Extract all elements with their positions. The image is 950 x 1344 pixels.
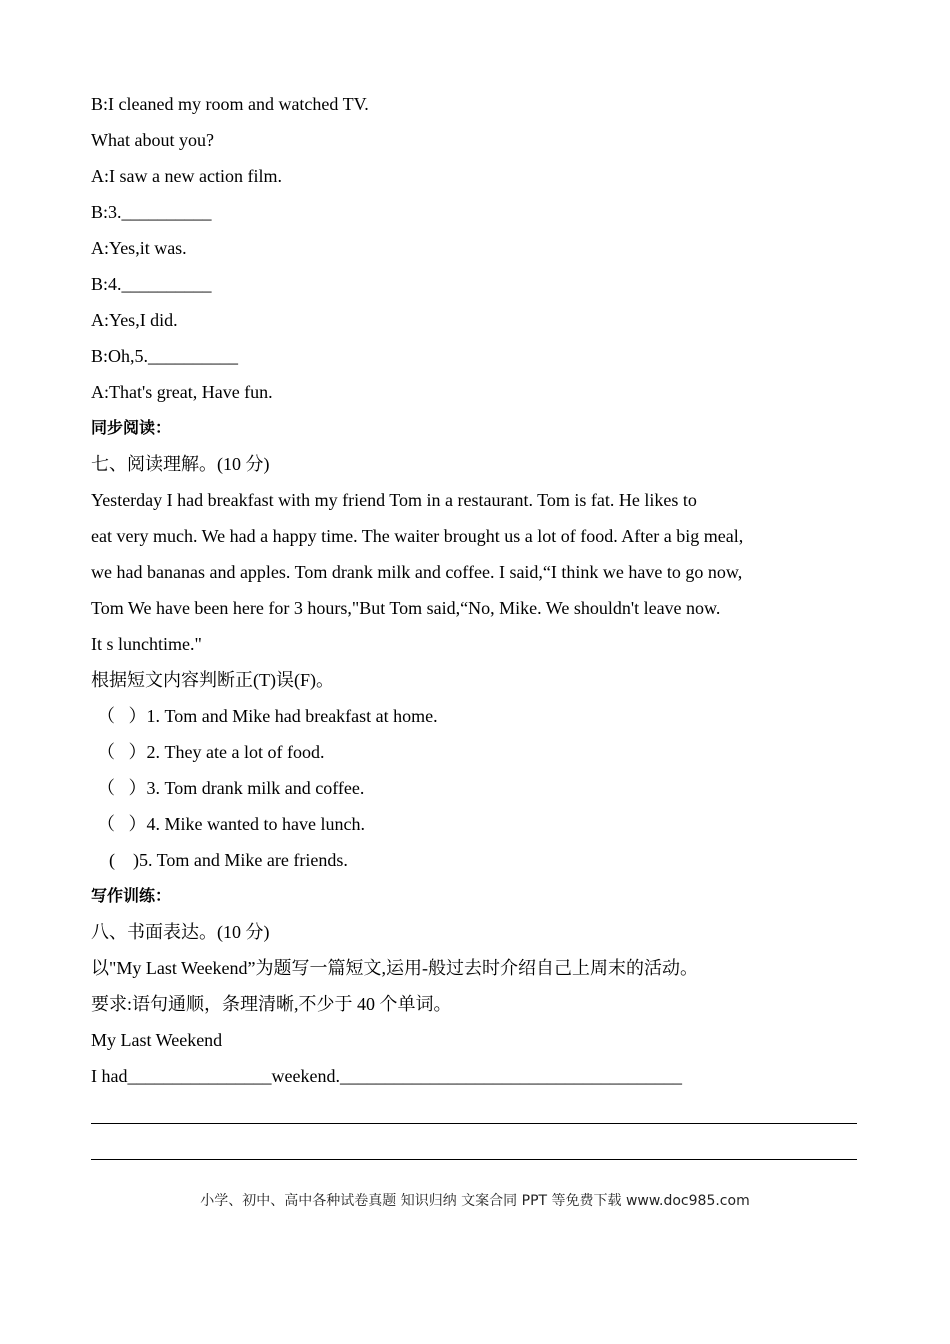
writing-requirement: 要求:语句通顺，条理清晰,不少于 40 个单词。 xyxy=(91,994,452,1014)
reading-instruction: 根据短文内容判断正(T)误(F)。 xyxy=(91,670,334,690)
document-body xyxy=(91,86,861,1166)
writing-title: 八、书面表达。(10 分) xyxy=(91,922,270,942)
dialogue-line: A:Yes,I did. xyxy=(91,310,178,330)
passage-line: It s lunchtime." xyxy=(91,634,202,654)
passage-line: we had bananas and apples. Tom drank milk and coffee. I said,“I think we have to go now, xyxy=(91,562,743,582)
writing-section-heading: 写作训练： xyxy=(91,886,172,905)
page-footer: 小学、初中、高中各种试卷真题 知识归纳 文案合同 PPT 等免费下载 www.doc985.com xyxy=(200,1193,750,1209)
dialogue-line: A:Yes,it was. xyxy=(91,238,187,258)
dialogue-line: B:I cleaned my room and watched TV. xyxy=(91,94,369,114)
passage-line: Tom We have been here for 3 hours,"But Tom said,“No, Mike. We shouldn't leave now. xyxy=(91,598,721,618)
essay-title: My Last Weekend xyxy=(91,1030,223,1050)
answer-line xyxy=(91,1094,861,1130)
dialogue-line: A:I saw a new action film. xyxy=(91,166,282,186)
dialogue-line: B:Oh,5.__________ xyxy=(91,346,239,366)
true-false-item: （ ）1. Tom and Mike had breakfast at home. xyxy=(97,706,438,726)
essay-first-line: I had________________weekend.______________________________________ xyxy=(91,1066,682,1086)
dialogue-line: B:3.__________ xyxy=(91,202,212,222)
true-false-item: ( )5. Tom and Mike are friends. xyxy=(109,850,348,870)
true-false-item: （ ）4. Mike wanted to have lunch. xyxy=(97,814,365,834)
writing-prompt: 以"My Last Weekend”为题写一篇短文,运用-般过去时介绍自己上周末的活动。 xyxy=(91,958,699,978)
true-false-item: （ ）3. Tom drank milk and coffee. xyxy=(97,778,365,798)
true-false-item: （ ）2. They ate a lot of food. xyxy=(97,742,325,762)
dialogue-line: What about you? xyxy=(91,130,214,150)
reading-title: 七、阅读理解。(10 分) xyxy=(91,454,270,474)
dialogue-line: A:That's great, Have fun. xyxy=(91,382,273,402)
passage-line: eat very much. We had a happy time. The waiter brought us a lot of food. After a big meal, xyxy=(91,526,744,546)
dialogue-line: B:4.__________ xyxy=(91,274,212,294)
passage-line: Yesterday I had breakfast with my friend Tom in a restaurant. Tom is fat. He likes to xyxy=(91,490,697,510)
reading-section-heading: 同步阅读： xyxy=(91,418,172,437)
answer-line xyxy=(91,1130,861,1166)
